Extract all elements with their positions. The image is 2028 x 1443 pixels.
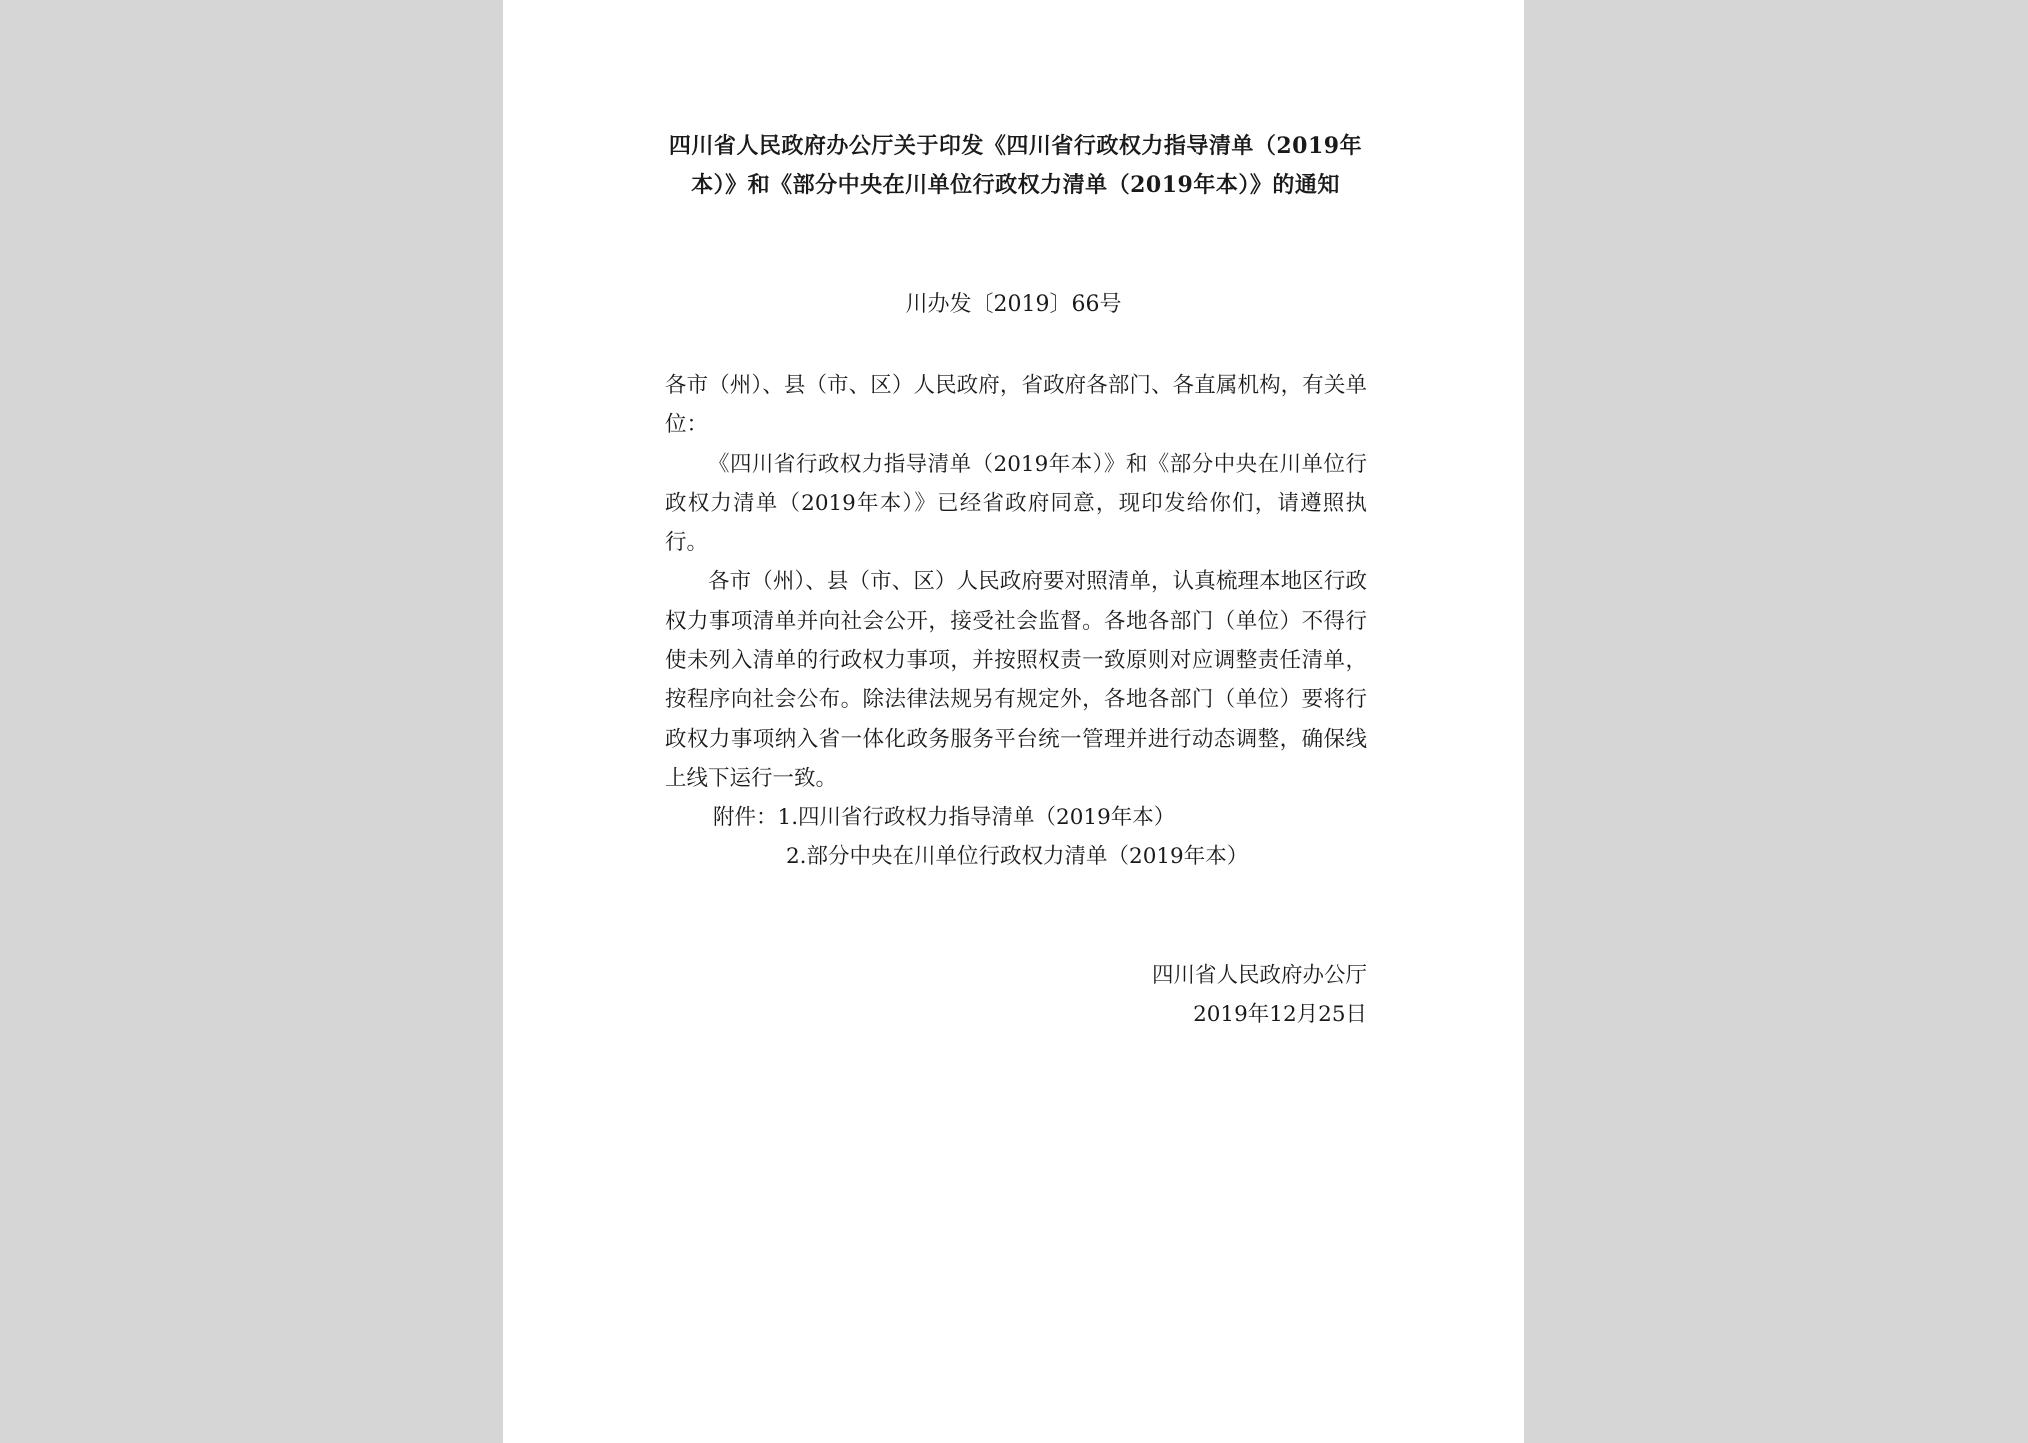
salutation: 各市（州）、县（市、区）人民政府，省政府各部门、各直属机构，有关单位：	[665, 373, 1367, 438]
body-paragraph-2: 各市（州）、县（市、区）人民政府要对照清单，认真梳理本地区行政权力事项清单并向社会公开，接受社会监督。各地各部门（单位）不得行使未列入清单的行政权力事项，并按照权责一致原则对应调整责任清单，按程序向社会公布。除法律法规另有规定外，各地各部门（单位）要将行政权力事项纳入省一体化政务服务平台统一管理并进行动态调整，确保线上线下运行一致。	[665, 569, 1367, 791]
document-number: 川办发〔2019〕66号	[905, 292, 1122, 317]
body-paragraph-1: 《四川省行政权力指导清单（2019年本）》和《部分中央在川单位行政权力清单（2019年本）》已经省政府同意，现印发给你们，请遵照执行。	[665, 451, 1367, 556]
attachment-row-1	[713, 798, 1248, 837]
attachment-item-1: 1.四川省行政权力指导清单（2019年本）	[777, 805, 1176, 830]
document-title: 四川省人民政府办公厅关于印发《四川省行政权力指导清单（2019年本）》和《部分中央在川单位行政权力清单（2019年本）》的通知	[668, 133, 1363, 198]
issuer-name: 四川省人民政府办公厅	[1151, 963, 1367, 988]
issue-date: 2019年12月25日	[1193, 1002, 1367, 1028]
attachments-label: 附件：	[713, 805, 778, 830]
signature-block	[1063, 956, 1367, 1035]
attachment-item-2: 2.部分中央在川单位行政权力清单（2019年本）	[786, 844, 1249, 870]
attachment-row-2	[713, 837, 1248, 876]
document-body	[665, 366, 1367, 798]
document-page	[503, 0, 1524, 1443]
attachments-block	[713, 798, 1248, 877]
